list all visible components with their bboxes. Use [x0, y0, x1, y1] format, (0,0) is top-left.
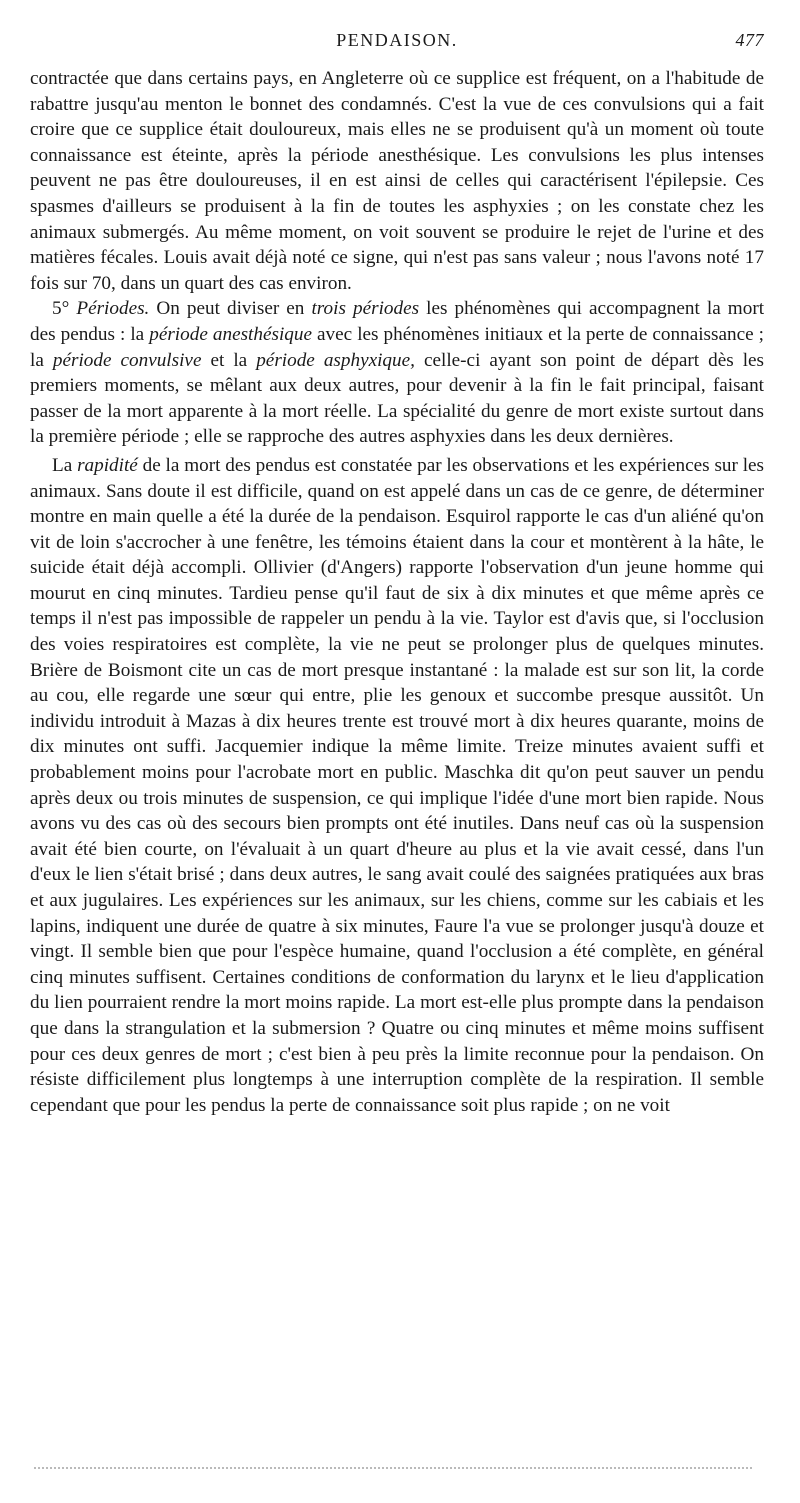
text-run: La [52, 454, 73, 476]
paragraph-convulsions: contractée que dans certains pays, en Angleterre où ce supplice est fréquent, on a l'habitude de rabattre jusqu'au menton le bonnet des condamnés. C'est la vue de ces convulsions qui a fait croire que ce supplice était douloureux, mais elles ne se produisent qu'à un moment où toute connaissance est éteinte, après la période anesthésique. Les convulsions les plus intenses peuvent ne pas être douloureuses, il en est ainsi de celles qui caractérisent l'épilepsie. Ces spasmes d'ailleurs se produisent à la fin de toutes les asphyxies ; on les constate chez les animaux submergés. Au même moment, on voit souvent se produire le rejet de l'urine et des matières fécales. Louis avait déjà noté ce signe, qui n'est pas sans valeur ; nous l'avons noté 17 fois sur 70, dans un quart des cas environ. [30, 68, 764, 294]
body-text [30, 66, 764, 1118]
paragraph-rapidite [30, 453, 764, 1118]
running-header [30, 30, 764, 56]
emphasis-trois-periodes: trois périodes [311, 298, 420, 320]
text-run: les phénomènes qui accompagnent la mort des pendus : la [30, 298, 765, 345]
text-run: de la mort des pendus est constatée par les observations et les expériences sur les animaux. Sans doute il est difficile, quand on est appelé dans un cas de ce genre, de déterminer montre en main quelle a été la durée de la pendaison. Esquirol rapporte le cas d'un aliéné qu'on vit de loin s'accrocher à une fenêtre, les témoins étaient dans la cour et montèrent à la hâte, le suicide était déjà accompli. Ollivier (d'Angers) rapporte l'observation d'un jeune homme qui mourut en cinq minutes. Tardieu pense qu'il faut de six à dix minutes et que même après ce temps il n'est pas impossible de rappeler un pendu à la vie. Taylor est d'avis que, si l'occlusion des voies respiratoires est complète, la vie ne peut se prolonger plus de quelques minutes. Brière de Boismont cite un cas de mort presque instantané : la malade est sur son lit, la corde au cou, elle regarde une sœur qui entre, plie les genoux et succombe presque aussitôt. Un individu introduit à Mazas à dix heures trente est trouvé mort à dix heures quarante, moins de dix minutes ont suffi. Jacquemier indique la même limite. Treize minutes avaient suffi et probablement moins pour l'acrobate mort en public. Maschka dit qu'on peut sauver un pendu après deux ou trois minutes de suspension, ce qui implique l'idée d'une mort bien rapide. Nous avons vu des cas où des secours bien prompts ont été inutiles. Dans neuf cas où la suspension avait été bien courte, on l'évaluait à un quart d'heure au plus et la vie avait cessé, dans l'un d'eux le lien s'était brisé ; dans deux autres, le sang avait coulé des saignées pratiquées aux bras et aux jugulaires. Les expériences sur les animaux, sur les chiens, comme sur les cabiais et les lapins, indiquent une durée de quatre à six minutes, Faure l'a vue se prolonger jusqu'à douze et vingt. Il semble bien que pour l'espèce humaine, quand l'occlusion a été complète, en général cinq minutes suffisent. Certaines conditions de conformation du larynx et le lieu d'application du lien pourraient rendre la mort moins rapide. La mort est-elle plus prompte dans la pendaison que dans la strangulation et la submersion ? Quatre ou cinq minutes et même moins suffisent pour ces deux genres de mort ; c'est bien à peu près la limite reconnue pour la pendaison. On résiste difficilement plus longtemps à une interruption complète de la respiration. Il semble cependant que pour les pendus la perte de connaissance soit plus rapide ; on ne voit [30, 454, 765, 1116]
emphasis-periode-anesthesique: période anesthésique [149, 323, 312, 345]
text-run: celle-ci ayant son point de départ dès les premiers moments, se mêlant aux deux autres, pour devenir à la fin le fait principal, faisant passer de la mort apparente à la mort réelle. La spécialité du genre de mort existe surtout dans la première période ; elle se rapproche des autres asphyxies dans les deux dernières. [30, 349, 765, 448]
running-title: PENDAISON. [336, 30, 458, 50]
section-number: 5° [52, 298, 70, 320]
paragraph-periodes [30, 296, 764, 450]
text-run: On peut diviser en [156, 298, 305, 320]
page [30, 30, 764, 1118]
text-run: et la [210, 349, 248, 371]
text-run: avec les phénomènes initiaux et la perte de connaissance ; la [30, 323, 764, 371]
section-heading: Périodes. [76, 298, 150, 320]
emphasis-periode-asphyxique: période asphyxique, [256, 349, 415, 371]
emphasis-periode-convulsive: période convulsive [52, 349, 202, 371]
bottom-edge-rule [34, 1467, 752, 1469]
emphasis-rapidite: rapidité [77, 454, 138, 476]
page-number: 477 [735, 30, 764, 50]
